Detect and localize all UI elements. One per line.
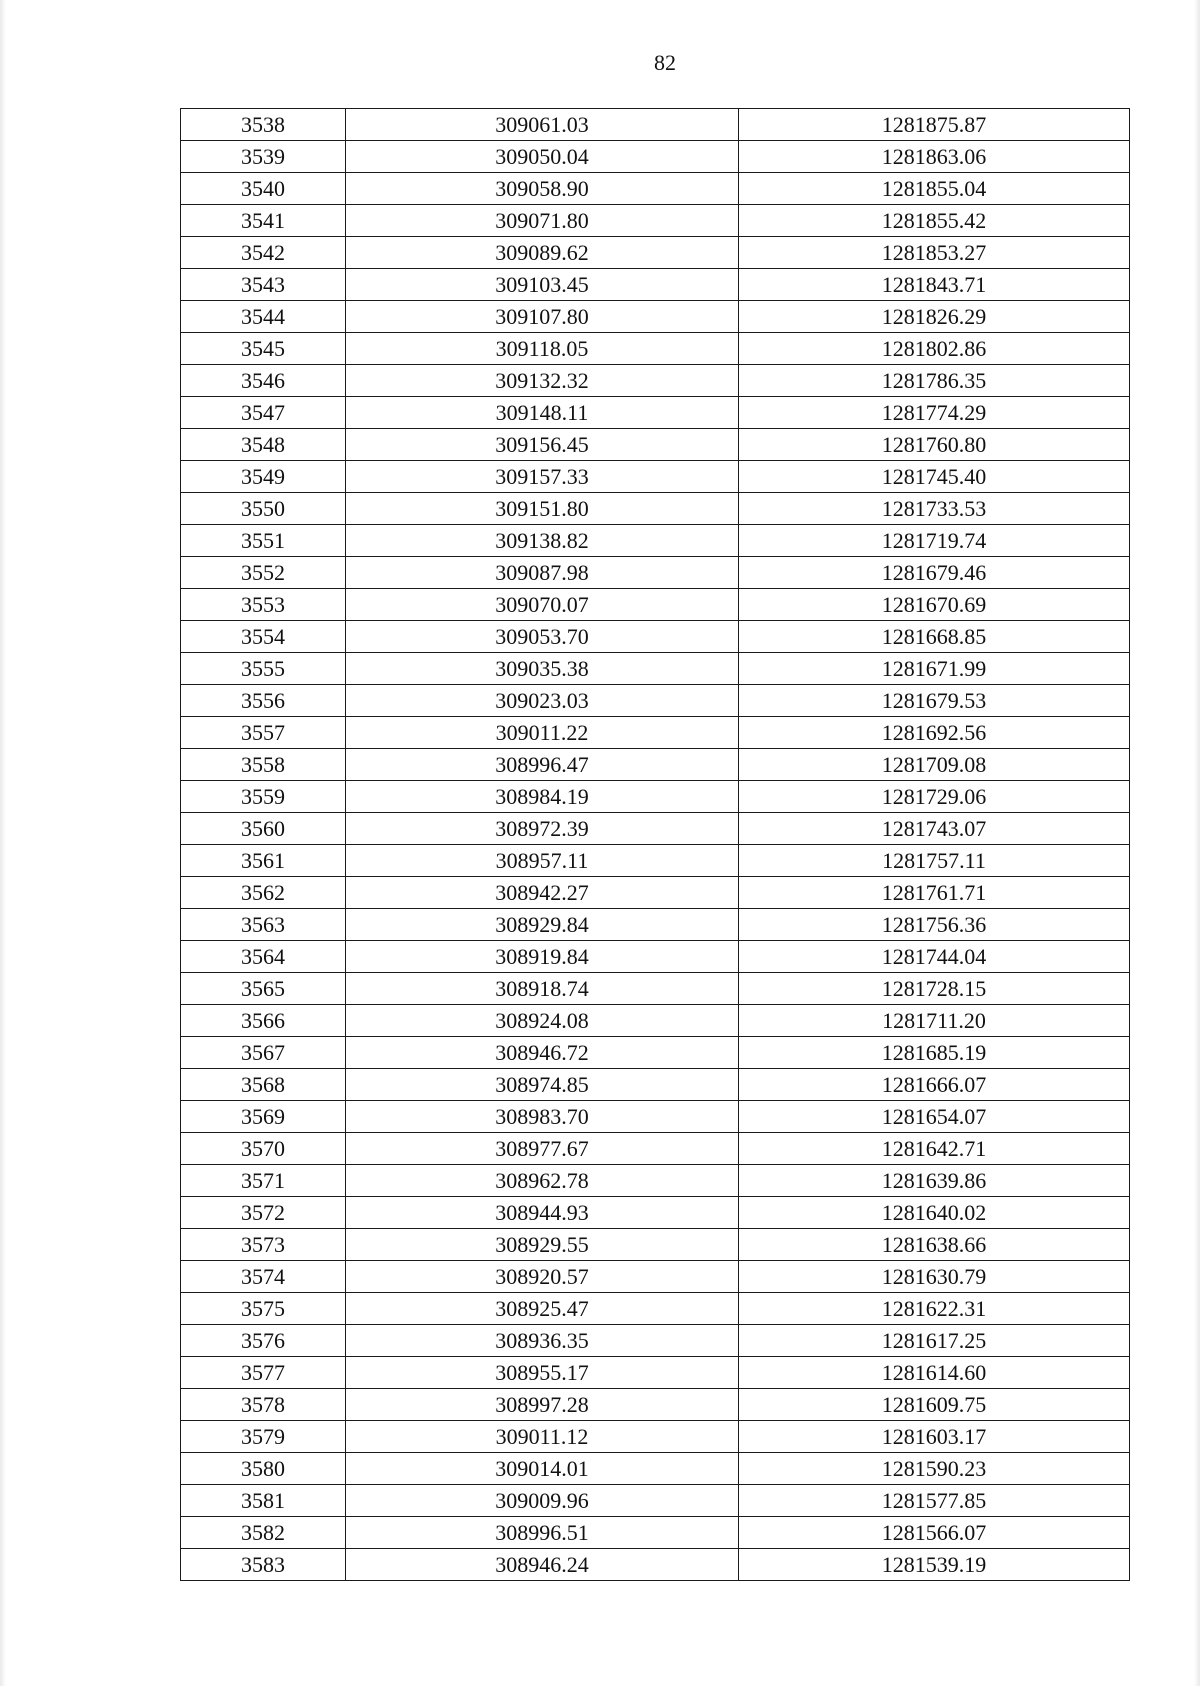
x-coordinate-cell: 309009.96: [346, 1485, 739, 1517]
table-row: [181, 1421, 1130, 1453]
point-number-cell: 3562: [181, 877, 346, 909]
point-number-cell: 3571: [181, 1165, 346, 1197]
y-coordinate-cell: 1281760.80: [739, 429, 1130, 461]
table-row: [181, 1517, 1130, 1549]
x-coordinate-cell: 308936.35: [346, 1325, 739, 1357]
table-row: [181, 845, 1130, 877]
x-coordinate-cell: 308929.55: [346, 1229, 739, 1261]
table-row: [181, 269, 1130, 301]
table-row: [181, 493, 1130, 525]
table-row: [181, 301, 1130, 333]
point-number-cell: 3561: [181, 845, 346, 877]
coordinates-table-body: [181, 109, 1130, 1581]
table-row: [181, 1229, 1130, 1261]
table-row: [181, 1325, 1130, 1357]
y-coordinate-cell: 1281609.75: [739, 1389, 1130, 1421]
point-number-cell: 3559: [181, 781, 346, 813]
scan-edge-left: [0, 0, 6, 1686]
table-row: [181, 557, 1130, 589]
x-coordinate-cell: 309061.03: [346, 109, 739, 141]
table-row: [181, 973, 1130, 1005]
x-coordinate-cell: 308972.39: [346, 813, 739, 845]
point-number-cell: 3576: [181, 1325, 346, 1357]
y-coordinate-cell: 1281685.19: [739, 1037, 1130, 1069]
x-coordinate-cell: 309035.38: [346, 653, 739, 685]
point-number-cell: 3546: [181, 365, 346, 397]
point-number-cell: 3579: [181, 1421, 346, 1453]
y-coordinate-cell: 1281728.15: [739, 973, 1130, 1005]
point-number-cell: 3551: [181, 525, 346, 557]
table-row: [181, 941, 1130, 973]
table-row: [181, 781, 1130, 813]
x-coordinate-cell: 309156.45: [346, 429, 739, 461]
point-number-cell: 3572: [181, 1197, 346, 1229]
table-row: [181, 237, 1130, 269]
x-coordinate-cell: 308925.47: [346, 1293, 739, 1325]
point-number-cell: 3544: [181, 301, 346, 333]
y-coordinate-cell: 1281671.99: [739, 653, 1130, 685]
y-coordinate-cell: 1281640.02: [739, 1197, 1130, 1229]
y-coordinate-cell: 1281614.60: [739, 1357, 1130, 1389]
table-row: [181, 205, 1130, 237]
x-coordinate-cell: 308997.28: [346, 1389, 739, 1421]
y-coordinate-cell: 1281638.66: [739, 1229, 1130, 1261]
x-coordinate-cell: 309011.22: [346, 717, 739, 749]
table-row: [181, 1549, 1130, 1581]
x-coordinate-cell: 308996.51: [346, 1517, 739, 1549]
y-coordinate-cell: 1281617.25: [739, 1325, 1130, 1357]
point-number-cell: 3577: [181, 1357, 346, 1389]
x-coordinate-cell: 308974.85: [346, 1069, 739, 1101]
x-coordinate-cell: 308918.74: [346, 973, 739, 1005]
x-coordinate-cell: 308942.27: [346, 877, 739, 909]
point-number-cell: 3552: [181, 557, 346, 589]
point-number-cell: 3543: [181, 269, 346, 301]
y-coordinate-cell: 1281826.29: [739, 301, 1130, 333]
y-coordinate-cell: 1281863.06: [739, 141, 1130, 173]
table-row: [181, 749, 1130, 781]
point-number-cell: 3555: [181, 653, 346, 685]
point-number-cell: 3556: [181, 685, 346, 717]
table-row: [181, 621, 1130, 653]
x-coordinate-cell: 308946.72: [346, 1037, 739, 1069]
y-coordinate-cell: 1281679.46: [739, 557, 1130, 589]
x-coordinate-cell: 308977.67: [346, 1133, 739, 1165]
point-number-cell: 3554: [181, 621, 346, 653]
y-coordinate-cell: 1281855.42: [739, 205, 1130, 237]
point-number-cell: 3570: [181, 1133, 346, 1165]
table-row: [181, 1069, 1130, 1101]
point-number-cell: 3566: [181, 1005, 346, 1037]
y-coordinate-cell: 1281539.19: [739, 1549, 1130, 1581]
x-coordinate-cell: 308924.08: [346, 1005, 739, 1037]
x-coordinate-cell: 308944.93: [346, 1197, 739, 1229]
y-coordinate-cell: 1281711.20: [739, 1005, 1130, 1037]
x-coordinate-cell: 308957.11: [346, 845, 739, 877]
x-coordinate-cell: 308962.78: [346, 1165, 739, 1197]
table-row: [181, 365, 1130, 397]
point-number-cell: 3581: [181, 1485, 346, 1517]
table-row: [181, 525, 1130, 557]
y-coordinate-cell: 1281786.35: [739, 365, 1130, 397]
y-coordinate-cell: 1281757.11: [739, 845, 1130, 877]
x-coordinate-cell: 308955.17: [346, 1357, 739, 1389]
table-row: [181, 173, 1130, 205]
y-coordinate-cell: 1281802.86: [739, 333, 1130, 365]
y-coordinate-cell: 1281642.71: [739, 1133, 1130, 1165]
y-coordinate-cell: 1281709.08: [739, 749, 1130, 781]
table-row: [181, 1165, 1130, 1197]
page-number: 82: [654, 50, 676, 75]
x-coordinate-cell: 309050.04: [346, 141, 739, 173]
point-number-cell: 3573: [181, 1229, 346, 1261]
y-coordinate-cell: 1281603.17: [739, 1421, 1130, 1453]
y-coordinate-cell: 1281743.07: [739, 813, 1130, 845]
x-coordinate-cell: 309071.80: [346, 205, 739, 237]
point-number-cell: 3550: [181, 493, 346, 525]
x-coordinate-cell: 308984.19: [346, 781, 739, 813]
point-number-cell: 3563: [181, 909, 346, 941]
x-coordinate-cell: 309138.82: [346, 525, 739, 557]
table-row: [181, 429, 1130, 461]
point-number-cell: 3578: [181, 1389, 346, 1421]
x-coordinate-cell: 309023.03: [346, 685, 739, 717]
point-number-cell: 3560: [181, 813, 346, 845]
point-number-cell: 3582: [181, 1517, 346, 1549]
x-coordinate-cell: 309089.62: [346, 237, 739, 269]
y-coordinate-cell: 1281843.71: [739, 269, 1130, 301]
point-number-cell: 3575: [181, 1293, 346, 1325]
x-coordinate-cell: 308996.47: [346, 749, 739, 781]
table-row: [181, 813, 1130, 845]
point-number-cell: 3557: [181, 717, 346, 749]
y-coordinate-cell: 1281733.53: [739, 493, 1130, 525]
x-coordinate-cell: 309070.07: [346, 589, 739, 621]
point-number-cell: 3540: [181, 173, 346, 205]
point-number-cell: 3580: [181, 1453, 346, 1485]
y-coordinate-cell: 1281745.40: [739, 461, 1130, 493]
table-row: [181, 1357, 1130, 1389]
point-number-cell: 3568: [181, 1069, 346, 1101]
table-row: [181, 877, 1130, 909]
point-number-cell: 3541: [181, 205, 346, 237]
point-number-cell: 3558: [181, 749, 346, 781]
table-row: [181, 1389, 1130, 1421]
point-number-cell: 3583: [181, 1549, 346, 1581]
table-row: [181, 1485, 1130, 1517]
y-coordinate-cell: 1281744.04: [739, 941, 1130, 973]
point-number-cell: 3564: [181, 941, 346, 973]
y-coordinate-cell: 1281577.85: [739, 1485, 1130, 1517]
table-row: [181, 653, 1130, 685]
table-row: [181, 717, 1130, 749]
point-number-cell: 3549: [181, 461, 346, 493]
x-coordinate-cell: 309053.70: [346, 621, 739, 653]
table-row: [181, 141, 1130, 173]
x-coordinate-cell: 309103.45: [346, 269, 739, 301]
point-number-cell: 3547: [181, 397, 346, 429]
y-coordinate-cell: 1281630.79: [739, 1261, 1130, 1293]
y-coordinate-cell: 1281622.31: [739, 1293, 1130, 1325]
y-coordinate-cell: 1281774.29: [739, 397, 1130, 429]
y-coordinate-cell: 1281729.06: [739, 781, 1130, 813]
table-row: [181, 1261, 1130, 1293]
point-number-cell: 3548: [181, 429, 346, 461]
x-coordinate-cell: 309132.32: [346, 365, 739, 397]
x-coordinate-cell: 309058.90: [346, 173, 739, 205]
x-coordinate-cell: 308983.70: [346, 1101, 739, 1133]
table-row: [181, 1005, 1130, 1037]
point-number-cell: 3539: [181, 141, 346, 173]
table-row: [181, 685, 1130, 717]
y-coordinate-cell: 1281590.23: [739, 1453, 1130, 1485]
table-row: [181, 461, 1130, 493]
x-coordinate-cell: 309014.01: [346, 1453, 739, 1485]
scan-edge-right: [1194, 0, 1200, 1686]
coordinates-table: [180, 108, 1130, 1581]
x-coordinate-cell: 309118.05: [346, 333, 739, 365]
table-row: [181, 397, 1130, 429]
y-coordinate-cell: 1281853.27: [739, 237, 1130, 269]
table-row: [181, 109, 1130, 141]
y-coordinate-cell: 1281679.53: [739, 685, 1130, 717]
table-row: [181, 909, 1130, 941]
point-number-cell: 3565: [181, 973, 346, 1005]
y-coordinate-cell: 1281654.07: [739, 1101, 1130, 1133]
x-coordinate-cell: 309148.11: [346, 397, 739, 429]
x-coordinate-cell: 309011.12: [346, 1421, 739, 1453]
table-row: [181, 333, 1130, 365]
point-number-cell: 3538: [181, 109, 346, 141]
x-coordinate-cell: 309087.98: [346, 557, 739, 589]
y-coordinate-cell: 1281761.71: [739, 877, 1130, 909]
x-coordinate-cell: 308919.84: [346, 941, 739, 973]
table-row: [181, 1197, 1130, 1229]
y-coordinate-cell: 1281875.87: [739, 109, 1130, 141]
x-coordinate-cell: 308929.84: [346, 909, 739, 941]
y-coordinate-cell: 1281566.07: [739, 1517, 1130, 1549]
y-coordinate-cell: 1281719.74: [739, 525, 1130, 557]
y-coordinate-cell: 1281756.36: [739, 909, 1130, 941]
table-row: [181, 1037, 1130, 1069]
point-number-cell: 3574: [181, 1261, 346, 1293]
y-coordinate-cell: 1281692.56: [739, 717, 1130, 749]
x-coordinate-cell: 308946.24: [346, 1549, 739, 1581]
y-coordinate-cell: 1281666.07: [739, 1069, 1130, 1101]
table-row: [181, 1133, 1130, 1165]
table-row: [181, 1293, 1130, 1325]
table-row: [181, 1453, 1130, 1485]
y-coordinate-cell: 1281670.69: [739, 589, 1130, 621]
coordinates-table-container: [180, 108, 1130, 1581]
point-number-cell: 3569: [181, 1101, 346, 1133]
x-coordinate-cell: 308920.57: [346, 1261, 739, 1293]
y-coordinate-cell: 1281668.85: [739, 621, 1130, 653]
table-row: [181, 1101, 1130, 1133]
y-coordinate-cell: 1281855.04: [739, 173, 1130, 205]
point-number-cell: 3545: [181, 333, 346, 365]
x-coordinate-cell: 309151.80: [346, 493, 739, 525]
point-number-cell: 3553: [181, 589, 346, 621]
x-coordinate-cell: 309107.80: [346, 301, 739, 333]
x-coordinate-cell: 309157.33: [346, 461, 739, 493]
point-number-cell: 3542: [181, 237, 346, 269]
table-row: [181, 589, 1130, 621]
y-coordinate-cell: 1281639.86: [739, 1165, 1130, 1197]
point-number-cell: 3567: [181, 1037, 346, 1069]
